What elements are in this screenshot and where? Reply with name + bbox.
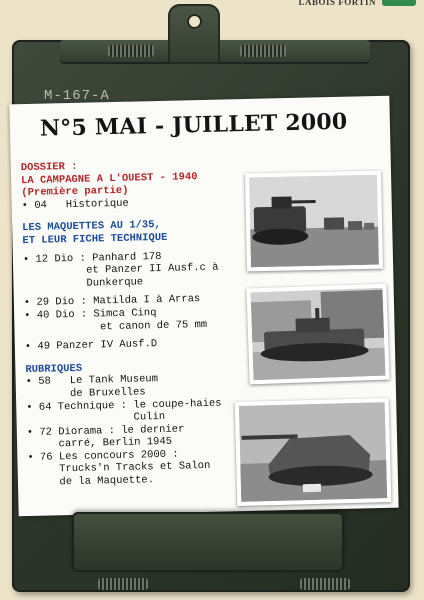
- clipboard-bottom-clamp: [72, 512, 344, 572]
- list-item: • 40 Dio : Simca Cinq: [24, 307, 157, 323]
- list-item: • 76 Les concours 2000 :: [27, 448, 179, 464]
- maquettes-label-2: ET LEUR FICHE TECHNIQUE: [22, 231, 168, 248]
- list-item: • 72 Diorama : le dernier: [26, 423, 185, 439]
- dossier-subject: LA CAMPAGNE A L'OUEST - 1940: [20, 170, 198, 187]
- list-item: et canon de 75 mm: [24, 318, 208, 335]
- dossier-part: (Première partie): [21, 184, 129, 200]
- publisher-credit: LABOIS FORTIN: [298, 0, 376, 7]
- list-item: • 49 Panzer IV Ausf.D: [24, 338, 158, 354]
- clipboard-hang-hole: [187, 14, 202, 29]
- list-item: • 12 Dio : Panhard 178: [22, 250, 162, 266]
- list-item: • 29 Dio : Matilda I à Arras: [23, 293, 201, 310]
- rubriques-label: RUBRIQUES: [25, 362, 83, 376]
- list-item: de Bruxelles: [25, 386, 146, 401]
- contents-list: [21, 157, 256, 490]
- bottom-spring-right: [300, 578, 350, 590]
- photo-tank-destroyer: [235, 398, 392, 506]
- dossier-label: DOSSIER :: [20, 160, 78, 175]
- photo-panzer-iv: [246, 284, 389, 385]
- list-item: Trucks'n Tracks et Salon: [27, 460, 211, 477]
- clamp-spring-right: [240, 45, 286, 57]
- clamp-spring-left: [108, 45, 154, 57]
- list-item: • 58 Le Tank Museum: [25, 373, 159, 389]
- maquettes-label: LES MAQUETTES AU 1/35,: [22, 219, 161, 235]
- list-item: • 64 Technique : le coupe-haies: [26, 397, 222, 414]
- issue-title: N°5 MAI - JUILLET 2000: [39, 108, 348, 142]
- list-item: • 04 Historique: [21, 197, 129, 212]
- photo-tank-column: [245, 171, 383, 272]
- clipboard-code: M-167-A: [44, 88, 110, 104]
- list-item: carré, Berlin 1945: [26, 436, 173, 452]
- list-item: Culin: [26, 411, 166, 427]
- clipboard-hanging-tab: [168, 4, 220, 64]
- list-item: de la Maquette.: [27, 474, 155, 490]
- publisher-badge: [382, 0, 416, 6]
- bottom-spring-left: [98, 578, 148, 590]
- list-item: et Panzer II Ausf.c à: [23, 261, 219, 279]
- list-item: Dunkerque: [23, 276, 144, 291]
